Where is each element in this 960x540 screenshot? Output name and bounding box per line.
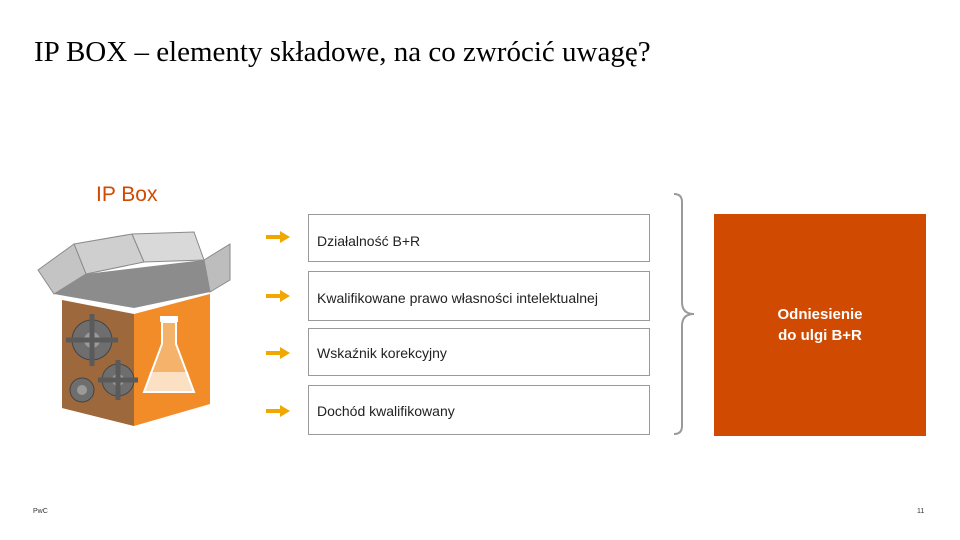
- slide-title: IP BOX – elementy składowe, na co zwrócić uwagę?: [34, 36, 651, 68]
- arrow-icon: [266, 231, 290, 243]
- item-box-rd-activity: [308, 214, 650, 262]
- item-label: Dochód kwalifikowany: [317, 403, 455, 419]
- result-box: [714, 214, 926, 436]
- item-label: Wskaźnik korekcyjny: [317, 345, 447, 361]
- arrow-icon: [266, 347, 290, 359]
- arrow-icon: [266, 405, 290, 417]
- item-box-nexus-ratio: [308, 328, 650, 376]
- item-label: Kwalifikowane prawo własności intelektualnej: [317, 290, 598, 306]
- open-box-with-gears-and-flask-icon: [34, 222, 234, 432]
- item-label: Działalność B+R: [317, 233, 421, 249]
- result-text: Odniesienie do ulgi B+R: [777, 306, 863, 344]
- item-box-qualified-income: [308, 385, 650, 435]
- ip-box-subtitle: IP Box: [96, 183, 158, 206]
- arrow-icon: [266, 290, 290, 302]
- page-number: 11: [917, 508, 925, 515]
- footer-brand: PwC: [33, 508, 48, 515]
- item-box-qualified-ip: [308, 271, 650, 321]
- bracket-icon: [672, 192, 698, 436]
